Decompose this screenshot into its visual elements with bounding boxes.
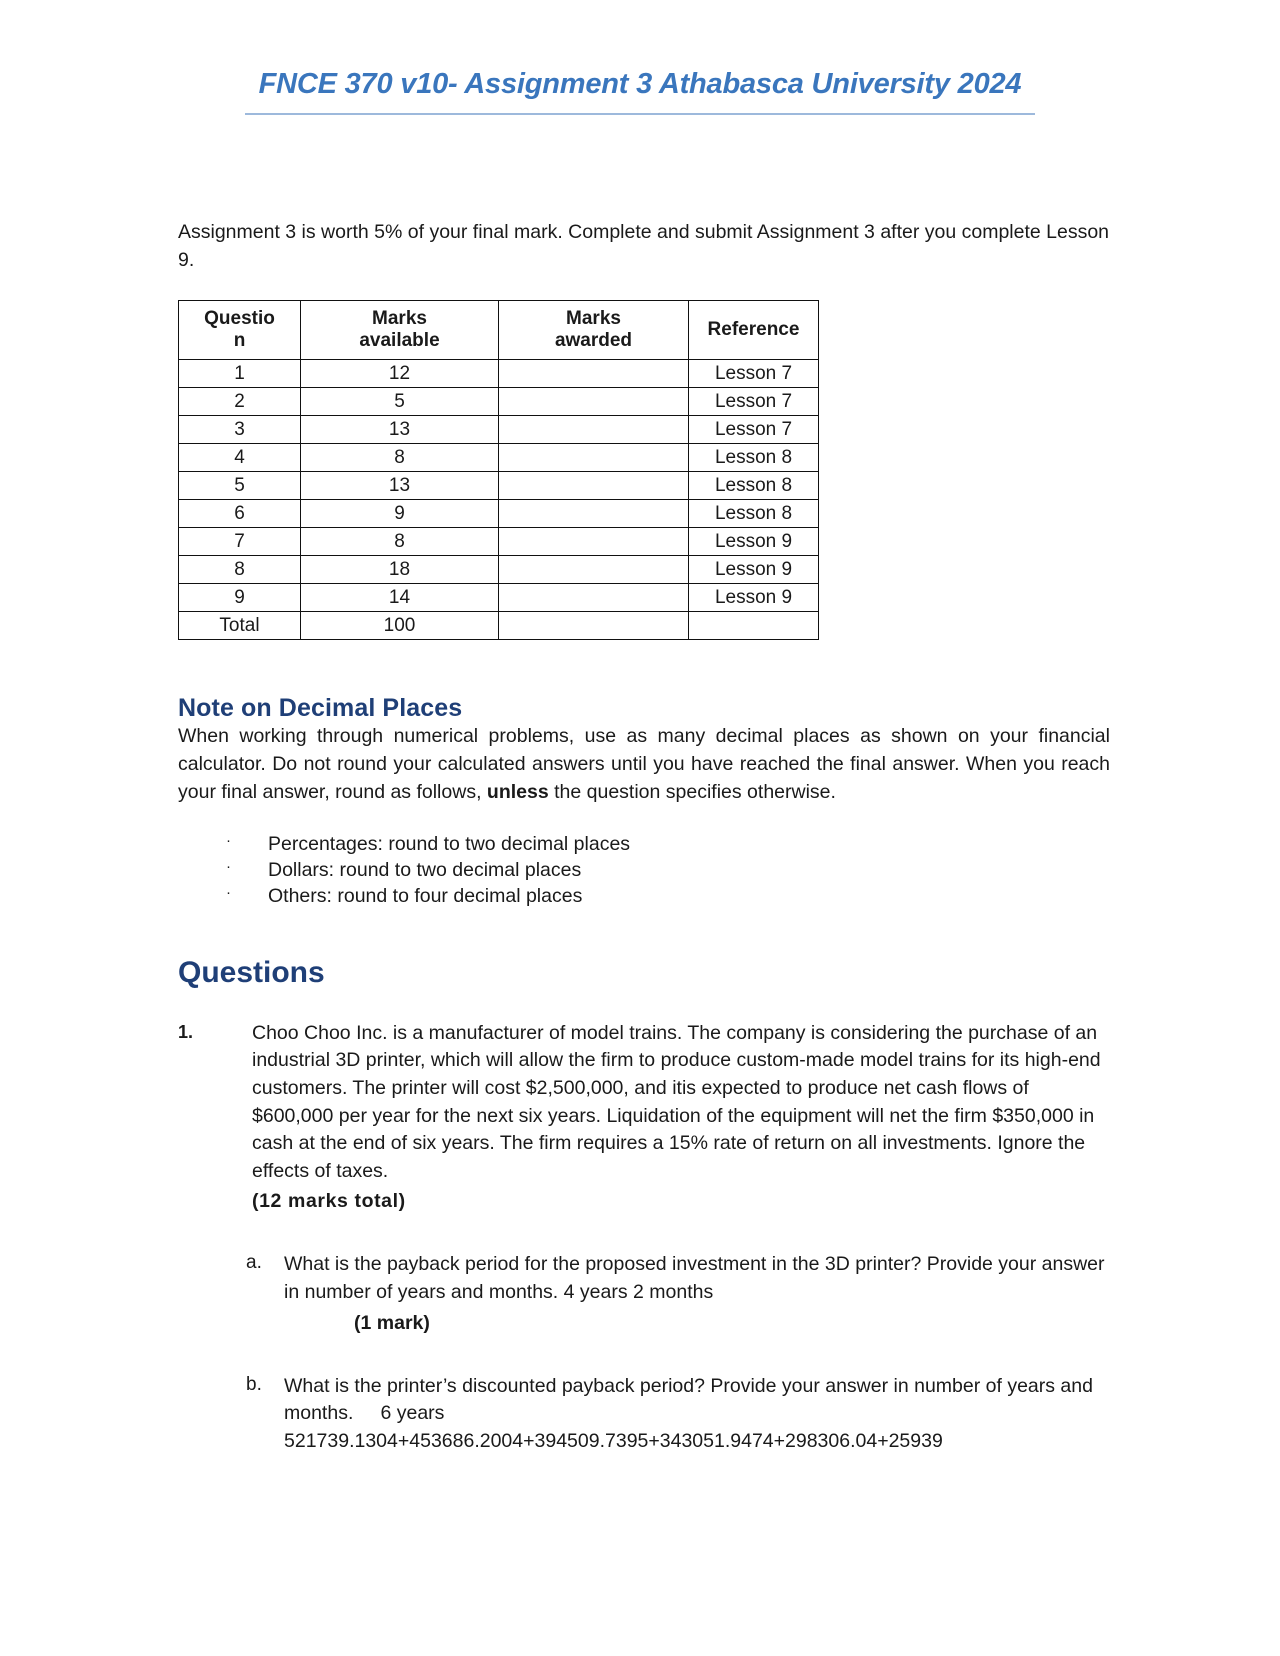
header-line-2: n <box>233 330 246 352</box>
decimal-note-text-part2: the question specifies otherwise. <box>548 780 836 803</box>
cell-awarded[interactable] <box>499 472 689 500</box>
table-header-row <box>179 301 819 360</box>
document-header <box>0 0 1280 115</box>
table-row <box>179 528 819 556</box>
table-row-total <box>179 612 819 640</box>
subpart-marks: (1 mark) <box>354 1311 430 1334</box>
cell-available: 100 <box>301 612 499 640</box>
intro-paragraph: Assignment 3 is worth 5% of your final mark. Complete and submit Assignment 3 after you complete Lesson 9. <box>178 221 1110 271</box>
cell-available: 14 <box>301 584 499 612</box>
cell-available: 9 <box>301 500 499 528</box>
column-header-reference <box>689 301 819 360</box>
bullet-dot-icon: · <box>226 883 231 901</box>
list-item <box>226 858 1110 884</box>
question-number: 1. <box>178 1021 194 1042</box>
cell-reference: Lesson 9 <box>689 556 819 584</box>
marks-table <box>178 300 819 640</box>
decimal-note-text-part1: When working through numerical problems, use as many decimal places as shown on your financial calculator. Do not round your calculated answers until you have reached the final answer. When you reach your final answer, round as follows, <box>178 725 1110 803</box>
cell-reference: Lesson 8 <box>689 472 819 500</box>
list-item-label: Others: round to four decimal places <box>268 884 583 907</box>
cell-available: 8 <box>301 444 499 472</box>
subpart-text: What is the printer’s discounted payback period? Provide your answer in number of years and months. <box>284 1374 1093 1424</box>
question-1 <box>178 1020 1110 1216</box>
header-line-1: Marks <box>372 307 427 329</box>
cell-awarded[interactable] <box>499 444 689 472</box>
cell-available: 8 <box>301 528 499 556</box>
marks-table-body <box>179 360 819 640</box>
cell-reference: Lesson 8 <box>689 500 819 528</box>
cell-awarded[interactable] <box>499 416 689 444</box>
cell-reference: Lesson 9 <box>689 528 819 556</box>
cell-question: 9 <box>179 584 301 612</box>
marks-table-wrapper <box>178 300 1110 640</box>
cell-awarded[interactable] <box>499 528 689 556</box>
document-content <box>170 115 1110 1455</box>
header-line-1: Questio <box>204 307 275 329</box>
cell-question: 3 <box>179 416 301 444</box>
page-title: FNCE 370 v10- Assignment 3 Athabasca University 2024 <box>258 68 1022 100</box>
subpart-letter: b. <box>246 1373 262 1395</box>
cell-question: 6 <box>179 500 301 528</box>
table-row <box>179 584 819 612</box>
cell-awarded[interactable] <box>499 360 689 388</box>
bullet-dot-icon: · <box>226 832 231 850</box>
list-item-label: Dollars: round to two decimal places <box>268 859 582 882</box>
table-row <box>179 416 819 444</box>
section-heading-questions: Questions <box>178 955 325 989</box>
cell-available: 13 <box>301 472 499 500</box>
list-item <box>226 832 1110 858</box>
table-row <box>179 444 819 472</box>
subpart-answer[interactable]: 4 years 2 months <box>563 1280 714 1303</box>
cell-reference: Lesson 7 <box>689 360 819 388</box>
subpart-answer-calculation[interactable]: 521739.1304+453686.2004+394509.7395+343051.9474+298306.04+25939 <box>284 1429 943 1452</box>
cell-question: 4 <box>179 444 301 472</box>
cell-awarded[interactable] <box>499 612 689 640</box>
header-line-1: Reference <box>707 319 800 341</box>
cell-question: 2 <box>179 388 301 416</box>
question-text: Choo Choo Inc. is a manufacturer of model trains. The company is considering the purchase of an industrial 3D printer, which will allow the firm to produce custom-made model trains for its high-end customers. The printer will cost $2,500,000, and itis expected to produce net cash flows of $600,000 per year for the next six years. Liquidation of the equipment will net the firm $350,000 in cash at the end of six years. The firm requires a 15% rate of return on all investments. Ignore the effects of taxes. <box>252 1021 1101 1183</box>
cell-reference <box>689 612 819 640</box>
subpart-text: What is the payback period for the proposed investment in the 3D printer? Provide your answer in number of years and months. <box>284 1253 1105 1303</box>
answer-gap <box>359 1402 381 1424</box>
cell-reference: Lesson 8 <box>689 444 819 472</box>
cell-awarded[interactable] <box>499 556 689 584</box>
cell-reference: Lesson 7 <box>689 388 819 416</box>
subpart-body <box>284 1251 1110 1336</box>
cell-question: 1 <box>179 360 301 388</box>
column-header-marks-awarded <box>499 301 689 360</box>
table-row <box>179 388 819 416</box>
subpart-answer[interactable]: 6 years <box>380 1401 445 1424</box>
list-item <box>226 884 1110 910</box>
bullet-dot-icon: · <box>226 858 231 876</box>
header-line-2: awarded <box>554 330 633 352</box>
question-1-part-a <box>178 1251 1110 1336</box>
column-header-marks-available <box>301 301 499 360</box>
table-row <box>179 556 819 584</box>
cell-question: Total <box>179 612 301 640</box>
list-item-label: Percentages: round to two decimal places <box>268 833 631 856</box>
cell-reference: Lesson 9 <box>689 584 819 612</box>
subpart-body <box>284 1373 1110 1455</box>
table-row <box>179 472 819 500</box>
cell-reference: Lesson 7 <box>689 416 819 444</box>
cell-available: 13 <box>301 416 499 444</box>
question-1-part-b <box>178 1373 1110 1455</box>
table-row <box>179 500 819 528</box>
cell-available: 12 <box>301 360 499 388</box>
cell-awarded[interactable] <box>499 388 689 416</box>
table-row <box>179 360 819 388</box>
decimal-note-paragraph <box>178 723 1110 806</box>
header-line-1: Marks <box>566 307 621 329</box>
cell-awarded[interactable] <box>499 584 689 612</box>
column-header-question <box>179 301 301 360</box>
cell-question: 5 <box>179 472 301 500</box>
cell-awarded[interactable] <box>499 500 689 528</box>
cell-available: 5 <box>301 388 499 416</box>
cell-available: 18 <box>301 556 499 584</box>
cell-question: 7 <box>179 528 301 556</box>
section-heading-decimal-note: Note on Decimal Places <box>178 694 463 723</box>
cell-question: 8 <box>179 556 301 584</box>
question-marks-total: (12 marks total) <box>252 1189 406 1212</box>
question-body <box>252 1020 1110 1216</box>
header-spacer <box>178 115 1110 219</box>
header-line-2: available <box>359 330 440 352</box>
rounding-rules-list <box>178 832 1110 909</box>
decimal-note-emphasis: unless <box>486 780 549 803</box>
subpart-letter: a. <box>246 1252 262 1274</box>
